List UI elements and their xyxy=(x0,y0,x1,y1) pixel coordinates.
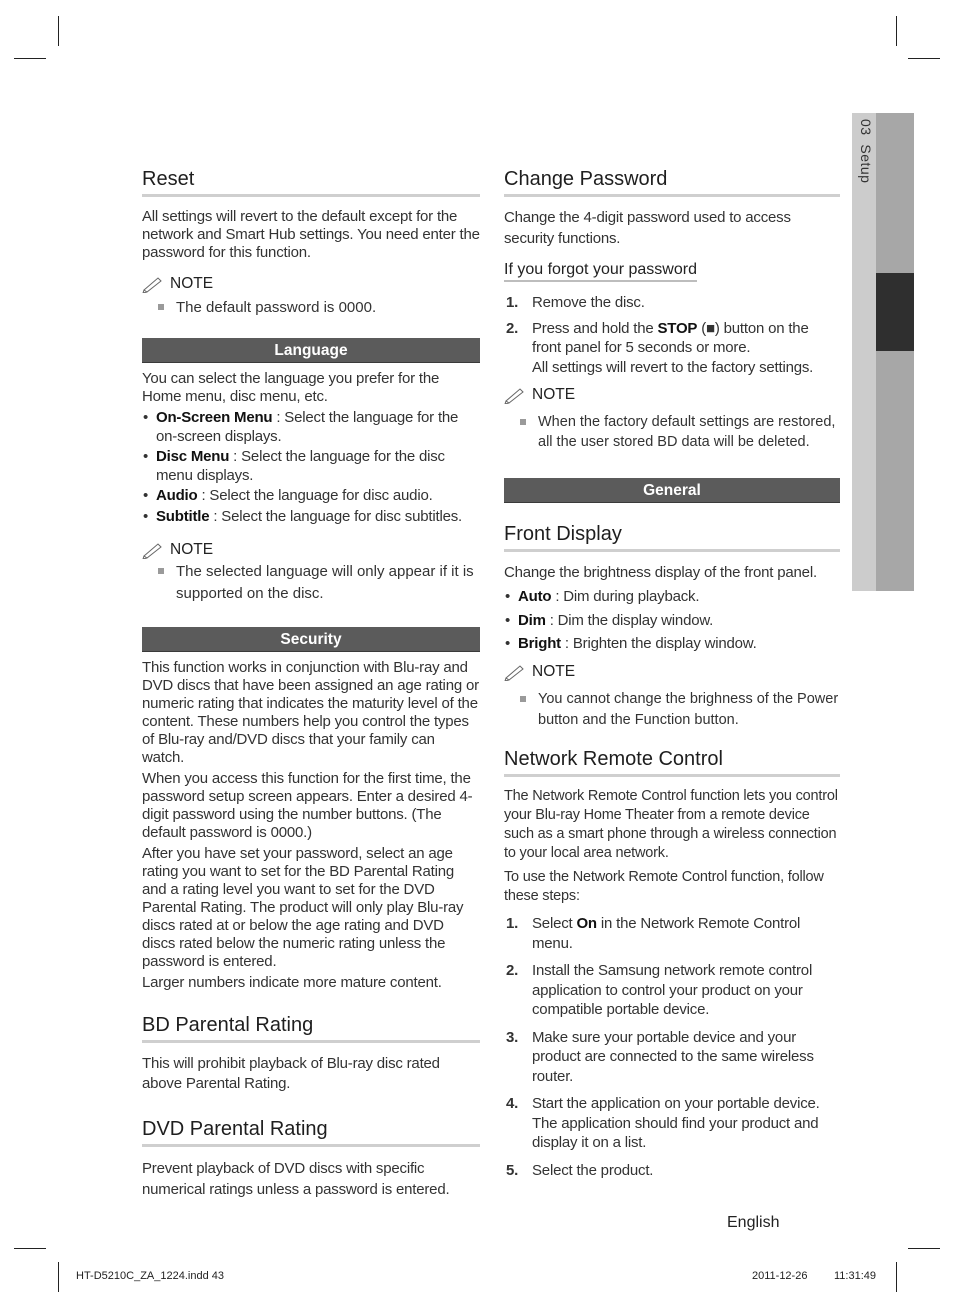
network-paragraph: To use the Network Remote Control function, follow these steps: xyxy=(504,869,824,904)
section-title-front-display: Front Display xyxy=(504,521,840,552)
section-title-network-remote-control: Network Remote Control xyxy=(504,746,840,777)
right-column xyxy=(504,166,840,1180)
crop-mark xyxy=(896,16,897,46)
crop-mark xyxy=(14,1248,46,1249)
bd-parental-body: This will prohibit playback of Blu-ray disc rated above Parental Rating. xyxy=(142,1055,440,1092)
step-item: 5. Select the product. xyxy=(506,1161,654,1179)
list-item: • Dim : Dim the display window. xyxy=(505,612,714,629)
note-item: When the factory default settings are restored, all the user stored BD data will be deleted. xyxy=(504,412,840,452)
bullet-square-icon xyxy=(520,419,526,425)
security-paragraph: Larger numbers indicate more mature content. xyxy=(142,974,442,991)
bullet-square-icon xyxy=(520,696,526,702)
step-item: 2. Install the Samsung network remote control application to control your product on your compatible portable device. xyxy=(506,962,813,1018)
password-steps-list xyxy=(504,293,840,377)
chapter-label: 03 Setup xyxy=(858,119,874,184)
left-column xyxy=(142,166,480,1200)
step-item: 2. Press and hold the STOP (■) button on the front panel for 5 seconds or more. All settings will revert to the factory settings. xyxy=(506,319,814,376)
section-title-bd-parental-rating: BD Parental Rating xyxy=(142,1012,480,1043)
crop-mark xyxy=(58,1262,59,1292)
bullet-square-icon xyxy=(158,304,164,310)
chapter-marker xyxy=(876,273,914,351)
note-heading: NOTE xyxy=(504,662,840,682)
reset-body: All settings will revert to the default except for the network and Smart Hub settings. You need enter the password for this function. xyxy=(142,208,480,261)
note-item: The selected language will only appear if it is supported on the disc. xyxy=(142,561,480,605)
footer-file-label: HT-D5210C_ZA_1224.indd 43 xyxy=(76,1270,224,1282)
security-paragraph: When you access this function for the first time, the password setup screen appears. Enter a desired 4-digit password using the number buttons. (The default password is 0000.) xyxy=(142,770,473,841)
network-paragraph: The Network Remote Control function lets you control your Blu-ray Home Theater from a remote device such as a smart phone through a wireless connection to your local area network. xyxy=(504,788,838,861)
note-heading: NOTE xyxy=(504,385,840,405)
crop-mark xyxy=(896,1262,897,1292)
note-heading: NOTE xyxy=(142,540,480,560)
network-steps-list xyxy=(504,914,840,1180)
front-display-body: Change the brightness display of the front panel. xyxy=(504,564,817,581)
step-item: 1. Remove the disc. xyxy=(506,294,645,311)
language-intro: You can select the language you prefer for the Home menu, disc menu, etc. xyxy=(142,370,440,405)
crop-mark xyxy=(908,1248,940,1249)
note-item: You cannot change the brighness of the Power button and the Function button. xyxy=(504,689,840,731)
list-item: • Bright : Brighten the display window. xyxy=(505,635,757,652)
note-item: The default password is 0000. xyxy=(142,297,480,318)
language-options-list xyxy=(142,408,480,526)
list-item: • Auto : Dim during playback. xyxy=(505,588,700,605)
section-title-dvd-parental-rating: DVD Parental Rating xyxy=(142,1116,480,1147)
pencil-icon xyxy=(504,386,528,404)
note-heading: NOTE xyxy=(142,274,480,294)
step-item: 4. Start the application on your portable device. The application should find your product and display it on a list. xyxy=(506,1095,820,1151)
crop-mark xyxy=(58,16,59,46)
step-item: 3. Make sure your portable device and your product are connected to the same wireless router. xyxy=(506,1028,814,1085)
dvd-parental-body: Prevent playback of DVD discs with specific numerical ratings unless a password is entered. xyxy=(142,1160,450,1198)
change-password-body: Change the 4-digit password used to access security functions. xyxy=(504,209,791,247)
pencil-icon xyxy=(142,275,166,293)
section-bar-language: Language xyxy=(142,338,480,363)
security-paragraph: After you have set your password, select an age rating you want to set for the BD Parental Rating and a rating level you want to set for the DVD Parental Rating. The product will only play Blu-ray discs rated at or below the age rating and DVD discs rated below the numeric rating unless the password is entered. xyxy=(142,845,464,970)
crop-mark xyxy=(14,58,46,59)
list-item: • On-Screen Menu : Select the language for the on-screen displays. xyxy=(143,409,459,445)
pencil-icon xyxy=(142,541,166,559)
footer-date: 2011-12-26 xyxy=(752,1270,808,1282)
security-paragraph: This function works in conjunction with Blu-ray and DVD discs that have been assigned an age rating or numeric rating that indicates the maturity level of the content. These numbers help you control the types of Blu-ray and/DVD discs that your family can watch. xyxy=(142,659,479,766)
page-language-label: English xyxy=(727,1214,780,1231)
chapter-side-tab xyxy=(852,113,914,591)
section-bar-security: Security xyxy=(142,627,480,652)
list-item: • Audio : Select the language for disc audio. xyxy=(143,487,433,504)
section-title-reset: Reset xyxy=(142,166,480,197)
list-item: • Disc Menu : Select the language for the disc menu displays. xyxy=(143,448,445,484)
bullet-square-icon xyxy=(158,568,164,574)
section-title-change-password: Change Password xyxy=(504,166,840,197)
section-bar-general: General xyxy=(504,478,840,503)
list-item: • Subtitle : Select the language for disc subtitles. xyxy=(143,508,462,525)
crop-mark xyxy=(908,58,940,59)
pencil-icon xyxy=(504,663,528,681)
forgot-password-heading: If you forgot your password xyxy=(504,260,697,282)
footer-time: 11:31:49 xyxy=(834,1270,877,1282)
step-item: 1. Select On in the Network Remote Control menu. xyxy=(506,915,801,952)
front-display-options-list xyxy=(504,587,840,653)
